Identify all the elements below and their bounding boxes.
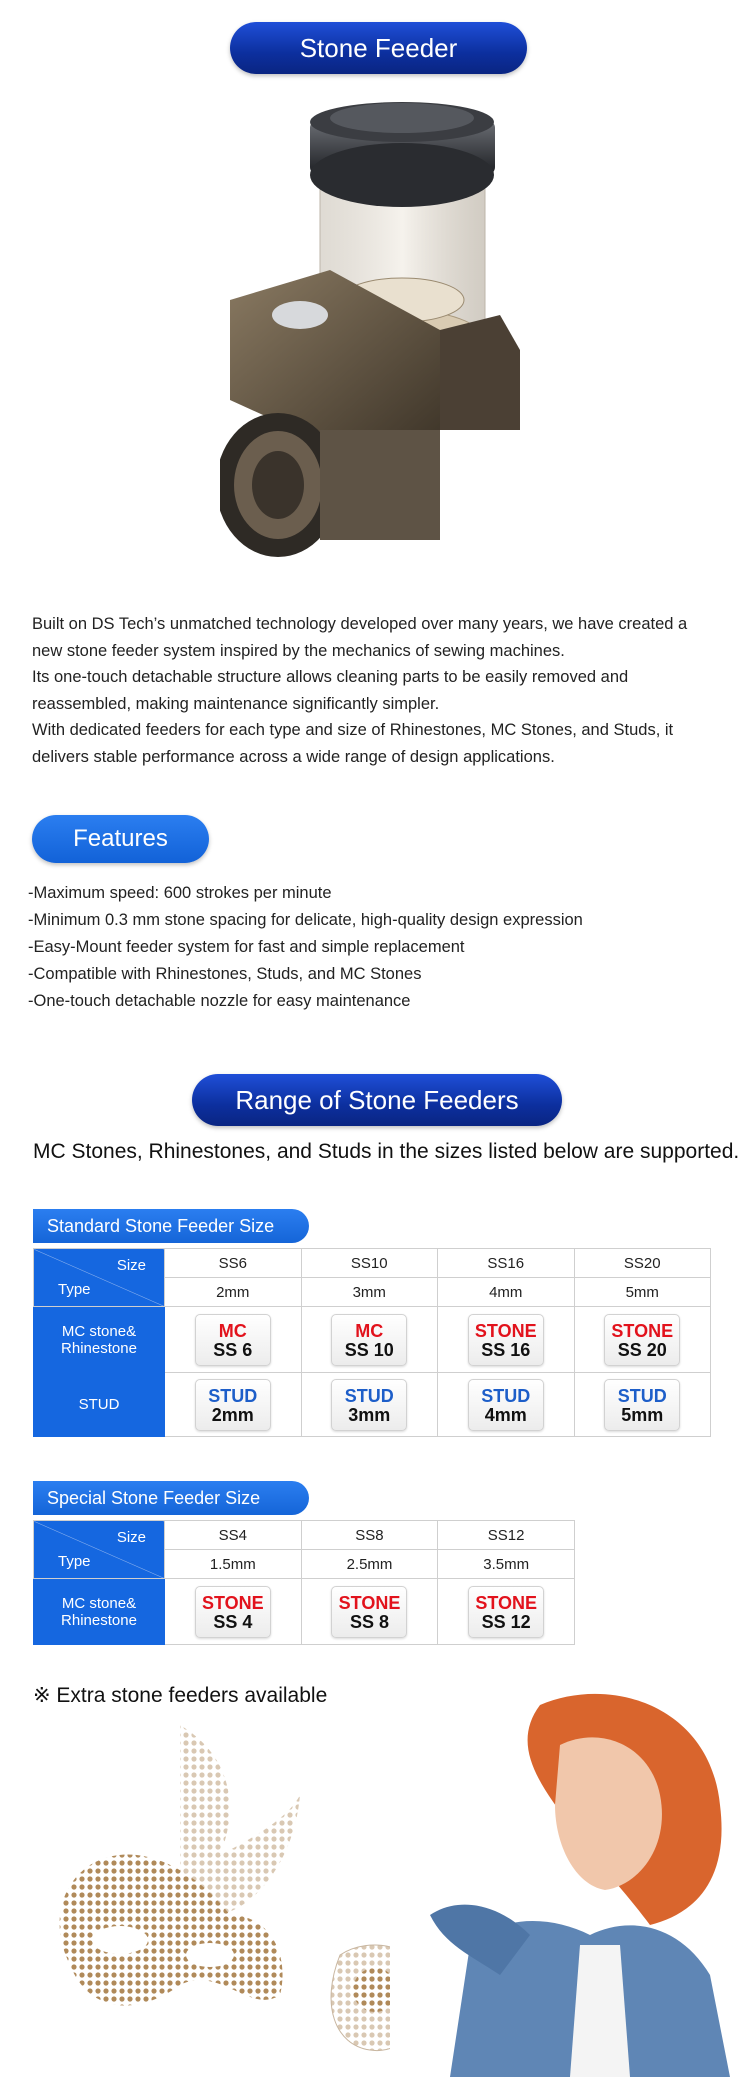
intro-paragraph xyxy=(32,611,722,770)
size-header: SS12 xyxy=(438,1521,575,1550)
feature-item: -Compatible with Rhinestones, Studs, and MC Stones xyxy=(28,965,422,983)
mm-header: 1.5mm xyxy=(165,1550,302,1579)
feeder-cell xyxy=(165,1307,302,1373)
mm-header: 4mm xyxy=(438,1278,575,1307)
size-header: SS20 xyxy=(574,1249,711,1278)
feeder-cell xyxy=(438,1307,575,1373)
stone-feeder-product-image xyxy=(220,100,530,590)
feeder-chip: STONE SS 8 xyxy=(331,1586,407,1638)
feeder-cell xyxy=(165,1579,302,1645)
feeder-cell xyxy=(574,1307,711,1373)
rhinestone-mask-image xyxy=(30,1715,330,2045)
feeder-cell xyxy=(301,1373,438,1437)
size-label: Size xyxy=(116,1529,146,1546)
mm-header: 5mm xyxy=(574,1278,711,1307)
size-header: SS4 xyxy=(165,1521,302,1550)
row-label-stud: STUD xyxy=(34,1373,165,1437)
model-photo xyxy=(390,1685,750,2077)
table-corner xyxy=(34,1249,165,1307)
type-label: Type xyxy=(58,1553,91,1570)
feeder-cell xyxy=(301,1579,438,1645)
feeder-chip: MC SS 6 xyxy=(195,1314,271,1366)
feeder-chip: STONE SS 12 xyxy=(468,1586,544,1638)
size-header: SS8 xyxy=(301,1521,438,1550)
features-list xyxy=(28,880,583,1015)
feeder-cell xyxy=(165,1373,302,1437)
table-corner xyxy=(34,1521,165,1579)
feeder-cell xyxy=(438,1373,575,1437)
mm-header: 2.5mm xyxy=(301,1550,438,1579)
row-label-mc-stone: MC stone& Rhinestone xyxy=(34,1579,165,1645)
size-header: SS10 xyxy=(301,1249,438,1278)
feature-item: -Maximum speed: 600 strokes per minute xyxy=(28,884,332,902)
intro-line-1: Built on DS Tech’s unmatched technology developed over many years, we have created a new stone feeder system inspired by the mechanics of sewing machines. xyxy=(32,615,688,660)
feeder-chip: STONE SS 16 xyxy=(468,1314,544,1366)
feeder-chip: STUD 2mm xyxy=(195,1379,271,1431)
row-label-mc-stone: MC stone& Rhinestone xyxy=(34,1307,165,1373)
feature-item: -One-touch detachable nozzle for easy maintenance xyxy=(28,992,411,1010)
feeder-chip: STUD 3mm xyxy=(331,1379,407,1431)
standard-size-tab: Standard Stone Feeder Size xyxy=(33,1209,309,1243)
intro-line-2: Its one-touch detachable structure allows cleaning parts to be easily removed and reassembled, making maintenance significantly simpler. xyxy=(32,668,629,713)
intro-line-3: With dedicated feeders for each type and size of Rhinestones, MC Stones, and Studs, it delivers stable performance across a wide range of design applications. xyxy=(32,721,674,766)
mm-header: 2mm xyxy=(165,1278,302,1307)
feeder-cell xyxy=(301,1307,438,1373)
special-size-tab: Special Stone Feeder Size xyxy=(33,1481,309,1515)
range-title: Range of Stone Feeders xyxy=(192,1074,562,1126)
feature-item: -Easy-Mount feeder system for fast and simple replacement xyxy=(28,938,465,956)
feeder-chip: STUD 5mm xyxy=(604,1379,680,1431)
type-label: Type xyxy=(58,1281,91,1298)
size-header: SS16 xyxy=(438,1249,575,1278)
size-header: SS6 xyxy=(165,1249,302,1278)
range-subtitle: MC Stones, Rhinestones, and Studs in the sizes listed below are supported. xyxy=(33,1140,740,1163)
feeder-cell xyxy=(438,1579,575,1645)
extra-feeders-note: ※ Extra stone feeders available xyxy=(33,1684,328,1707)
feeder-chip: STONE SS 20 xyxy=(604,1314,680,1366)
special-size-table xyxy=(33,1520,575,1645)
features-title: Features xyxy=(32,815,209,863)
feeder-cell xyxy=(574,1373,711,1437)
size-label: Size xyxy=(116,1257,146,1274)
stone-feeder-title: Stone Feeder xyxy=(230,22,527,74)
feeder-chip: MC SS 10 xyxy=(331,1314,407,1366)
mm-header: 3.5mm xyxy=(438,1550,575,1579)
feeder-chip: STUD 4mm xyxy=(468,1379,544,1431)
standard-size-table xyxy=(33,1248,711,1437)
feeder-chip: STONE SS 4 xyxy=(195,1586,271,1638)
feature-item: -Minimum 0.3 mm stone spacing for delicate, high-quality design expression xyxy=(28,911,583,929)
mm-header: 3mm xyxy=(301,1278,438,1307)
